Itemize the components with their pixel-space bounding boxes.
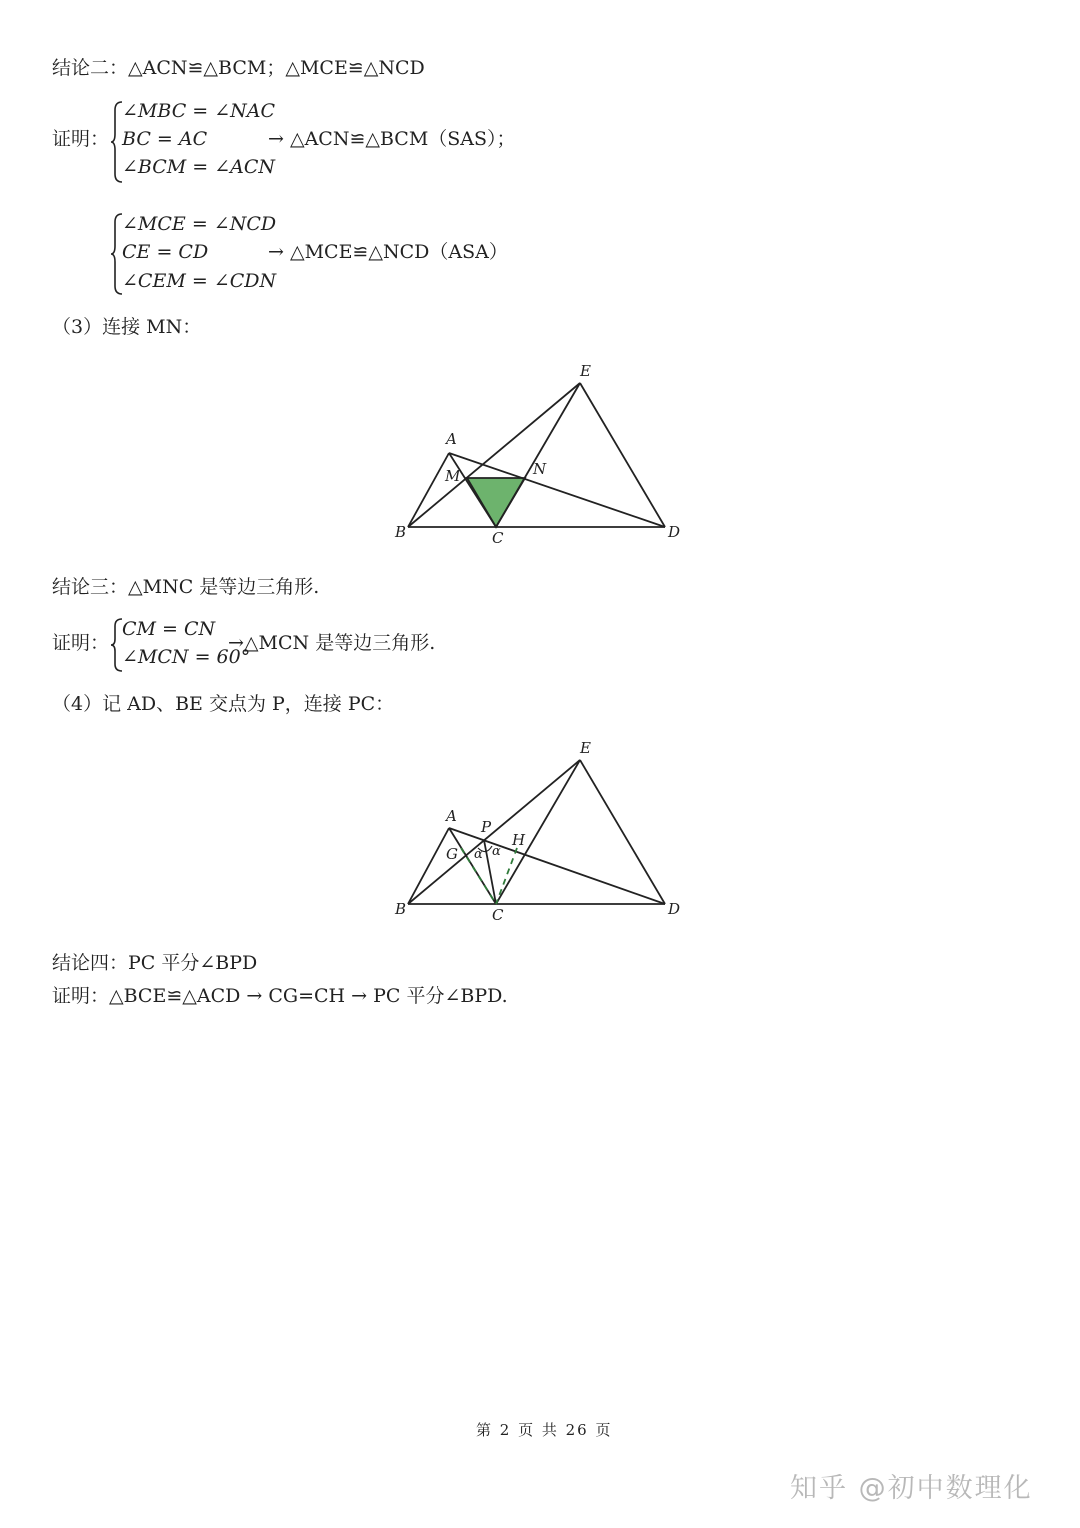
label2-p: P [481,818,492,836]
label2-alpha-1: α [474,847,483,862]
label-m: M [445,467,461,485]
label2-a: A [446,807,457,825]
label-c: C [492,529,504,547]
system1-line-1: ∠MBC = ∠NAC [122,100,276,122]
label-b: B [395,523,407,541]
conclusion4-proof: 证明：△BCE≌△ACD → CG=CH → PC 平分∠BPD. [52,985,508,1007]
proof-label-3: 证明： [52,632,110,654]
label2-g: G [446,845,458,863]
conclusion3-title: 结论三：△MNC 是等边三角形. [52,576,320,598]
label-a: A [446,430,457,448]
page-footer: 第 2 页 共 26 页 [476,1421,613,1439]
system2-line-3: ∠CEM = ∠CDN [122,270,277,292]
label-n: N [533,460,547,478]
conclusion4-title: 结论四：PC 平分∠BPD [52,952,258,974]
watermark: 知乎 @初中数理化 [790,1473,1033,1504]
conclusion3-line-1: CM = CN [122,618,216,640]
label2-h: H [512,831,526,849]
mnc-triangle-fill [467,478,525,527]
figure-2 [0,735,1080,935]
proof-label-1: 证明： [52,128,110,150]
system2-result: → △MCE≌△NCD（ASA） [268,241,508,263]
system2-line-1: ∠MCE = ∠NCD [122,213,277,235]
system1-line-2: BC = AC [122,128,208,150]
system1-line-3: ∠BCM = ∠ACN [122,156,276,178]
figure-1 [0,355,1080,555]
conclusion2-title: 结论二：△ACN≌△BCM；△MCE≌△NCD [52,57,425,79]
system1-result: → △ACN≌△BCM（SAS）； [268,128,516,150]
label-e: E [580,362,591,380]
conclusion3-line-2: ∠MCN = 60° [122,646,251,668]
conclusion3-result: →△MCN 是等边三角形. [228,632,436,654]
label2-c: C [492,906,504,924]
label2-alpha-2: α [492,844,501,859]
label2-e: E [580,739,591,757]
perpendicular-dashes [461,848,517,904]
step3-text: （3）连接 MN： [52,316,202,338]
label-d: D [668,523,681,541]
step4-text: （4）记 AD、BE 交点为 P，连接 PC： [52,693,395,715]
label2-b: B [395,900,407,918]
system2-line-2: CE = CD [122,241,209,263]
label2-d: D [668,900,681,918]
